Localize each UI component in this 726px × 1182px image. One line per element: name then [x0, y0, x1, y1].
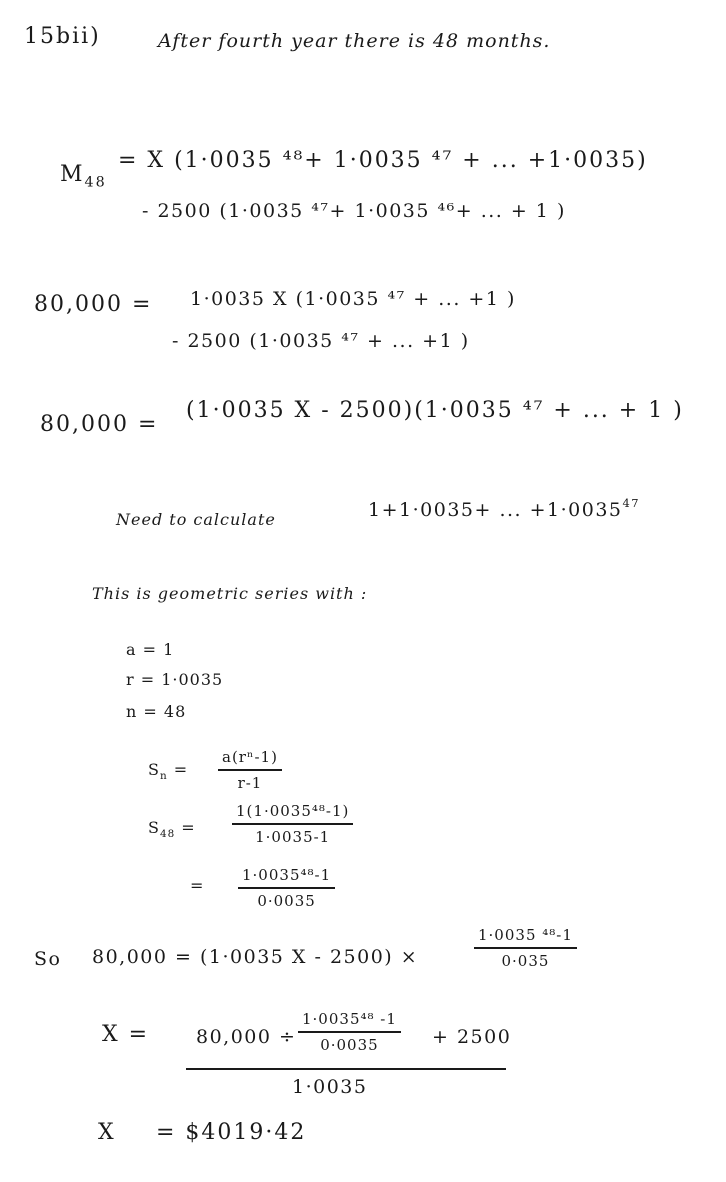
sn-lhs: $S_n$ = — [148, 760, 189, 783]
s48-fraction-bar — [232, 823, 353, 825]
s48b-fraction — [238, 866, 335, 910]
s48-denominator: 1·0035-1 — [255, 827, 331, 846]
eq2-lhs: 80,000 = — [34, 292, 153, 317]
eq1-lhs: $M_{48}$ — [60, 162, 107, 191]
xsolve-top-left: 80,000 ÷ — [196, 1026, 297, 1048]
s48-fraction — [232, 802, 353, 846]
answer-value: = $4019·42 — [156, 1120, 307, 1145]
geo-r: r = 1·0035 — [126, 670, 224, 689]
sn-fraction — [218, 748, 282, 792]
s48b-eq: = — [190, 876, 205, 895]
xsolve-main-fraction-bar — [186, 1068, 506, 1070]
so-word: So — [34, 948, 62, 970]
geo-n: n = 48 — [126, 702, 187, 721]
s48b-denominator: 0·0035 — [257, 891, 316, 910]
xsolve-inner-fraction — [298, 1010, 401, 1054]
so-denominator: 0·035 — [501, 951, 550, 970]
header-statement: After fourth year there is 48 months. — [158, 30, 551, 52]
so-numerator: 1·0035 ⁴⁸-1 — [478, 926, 573, 944]
eq2-line1: 1·0035 X (1·0035 ⁴⁷ + ... +1 ) — [190, 288, 516, 310]
xsolve-inner-bar — [298, 1031, 401, 1033]
eq3-lhs: 80,000 = — [40, 412, 159, 437]
sn-denominator: r-1 — [237, 773, 263, 792]
eq1-line1: = X (1·0035 ⁴⁸+ 1·0035 ⁴⁷ + ... +1·0035) — [118, 148, 648, 173]
xsolve-lhs: X = — [102, 1022, 150, 1047]
need-series: 1+1·0035+ ... $+1\cdot 0035^{47}$ — [368, 496, 641, 522]
s48b-fraction-bar — [238, 887, 335, 889]
eq1-line2: - 2500 (1·0035 ⁴⁷+ 1·0035 ⁴⁶+ ... + 1 ) — [142, 200, 566, 222]
so-fraction — [474, 926, 577, 970]
need-text: Need to calculate — [116, 510, 276, 529]
eq3-rhs: (1·0035 X - 2500)(1·0035 ⁴⁷ + ... + 1 ) — [186, 398, 684, 423]
xsolve-inner-numerator: 1·0035⁴⁸ -1 — [302, 1010, 397, 1028]
sn-numerator: a(rⁿ-1) — [222, 748, 278, 766]
sn-fraction-bar — [218, 769, 282, 771]
s48-lhs: $S_{48}$ = — [148, 818, 196, 841]
s48b-numerator: 1·0035⁴⁸-1 — [242, 866, 332, 884]
question-label: 15bii) — [24, 24, 101, 49]
geo-text: This is geometric series with : — [92, 584, 368, 603]
so-expression: 80,000 = (1·0035 X - 2500) × — [92, 946, 419, 968]
xsolve-denominator: 1·0035 — [292, 1076, 368, 1098]
xsolve-inner-denominator: 0·0035 — [320, 1035, 379, 1054]
so-fraction-bar — [474, 947, 577, 949]
eq2-line2: - 2500 (1·0035 ⁴⁷ + ... +1 ) — [172, 330, 470, 352]
geo-a: a = 1 — [126, 640, 175, 659]
s48-numerator: 1(1·0035⁴⁸-1) — [236, 802, 350, 820]
xsolve-top-right: + 2500 — [432, 1026, 512, 1048]
answer-lhs: X — [98, 1120, 116, 1145]
